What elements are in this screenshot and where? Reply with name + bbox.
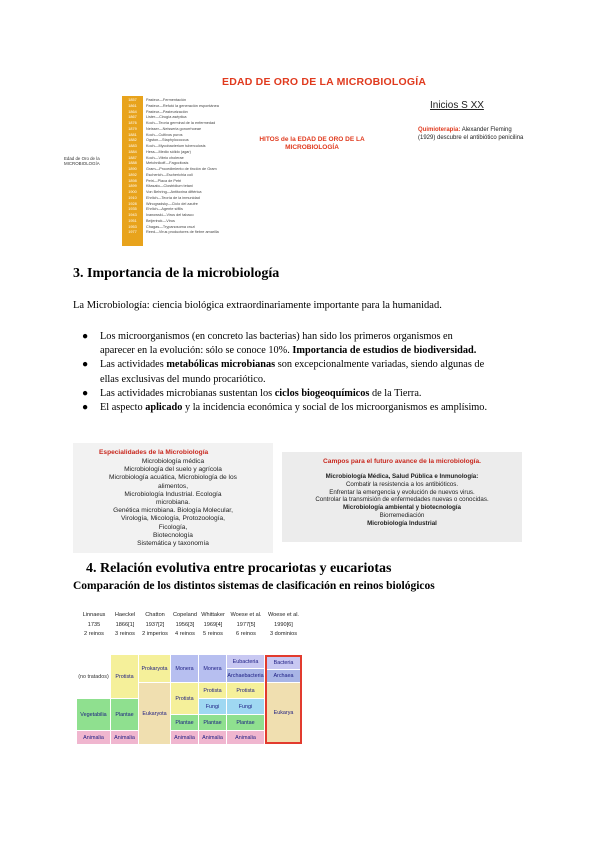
timeline-event: Koch—Cultivos puros xyxy=(146,132,183,137)
list-item: ● Los microorganismos (en concreto las bacterias) han sido los primeros organismos en aparecer en la evolución: sólo se conoce 10%. Importancia de estudios de biodiversidad. xyxy=(82,331,477,357)
timeline-event: Kitasato—Clostridium tetani xyxy=(146,184,193,189)
timeline-year: 1935 xyxy=(128,207,137,212)
field-line: Biorremediación xyxy=(379,511,425,519)
cell-eukaryota: Eukaryota xyxy=(139,683,170,744)
bullet-icon: ● xyxy=(82,402,89,414)
timeline-event: Ivanowski—Virus del tabaco xyxy=(146,213,194,217)
timeline-year: 1857 xyxy=(128,98,137,102)
specialty-line: alimentos, xyxy=(157,482,189,490)
section-4-heading: 4. Relación evolutiva entre procariotas y eucariotas xyxy=(86,561,392,576)
specialty-line: Sistemática y taxonomía xyxy=(137,540,209,548)
bullet-icon: ● xyxy=(82,359,89,371)
timeline-event: Pasteur—Pasteurización xyxy=(146,109,188,114)
future-fields-box xyxy=(282,452,522,542)
timeline-event: Chagas—Trypanosoma cruzi xyxy=(146,224,196,229)
timeline-event: Ogston—Staphylococcus xyxy=(146,138,189,143)
timeline-event: Petri—Placa de Petri xyxy=(146,178,182,183)
section-4-subheading: Comparación de los distintos sistemas de clasificación en reinos biológicos xyxy=(73,580,435,592)
cell-protista: Protista xyxy=(171,683,198,714)
timeline-event: Ehrlich—Teoría de la inmunidad xyxy=(146,195,200,200)
timeline-year: 1867 xyxy=(128,115,137,120)
three-domains-highlight xyxy=(265,655,302,744)
list-item: ● El aspecto aplicado y la incidencia económica y social de los microorganismos es amplísimo. xyxy=(82,401,552,415)
future-fields-title: Campos para el futuro avance de la microbiología. xyxy=(323,458,481,465)
timeline-event: Neisser—Neisseria gonorrhoeae xyxy=(146,126,202,131)
timeline-year: 1861 xyxy=(128,103,137,108)
cell-plantae: Plantae xyxy=(227,715,264,730)
bullet-icon: ● xyxy=(82,331,89,342)
cell-archaea: Archaea xyxy=(267,670,300,682)
cell-animalia: Animalia xyxy=(227,731,264,744)
timeline-event: Winogradsky—Ciclo del azufre xyxy=(146,201,198,206)
cell-protista: Protista xyxy=(227,683,264,698)
specialty-line: Microbiología acuática, Microbiología de los xyxy=(109,474,237,482)
timeline-event: Pasteur—Fermentación xyxy=(146,98,187,102)
timeline-year: 1890 xyxy=(128,167,137,171)
timeline-year: 1888 xyxy=(128,161,137,166)
timeline-event: Escherich—Escherichia coli xyxy=(146,172,193,177)
timeline-year: 1881 xyxy=(128,132,137,137)
field-line: Enfrentar la emergencia y evolución de nuevos virus. xyxy=(329,488,475,496)
cell-no-tratados: (no tratados) xyxy=(78,673,109,680)
timeline-event: Von Behring—Antitoxina diftérica xyxy=(146,190,202,194)
table-header: Haeckel 1866[1] 3 reinos xyxy=(114,612,136,637)
cell-protista: Protista xyxy=(111,655,138,698)
specialty-line: Biotecnología xyxy=(153,531,193,539)
field-heading: Microbiología Médica, Salud Pública e Inmunología: xyxy=(325,473,479,480)
table-header: Linnaeus 1735 2 reinos xyxy=(82,612,106,637)
quimioterapia-note xyxy=(418,126,526,142)
field-line: Combatir la resistencia a los antibióticos. xyxy=(345,480,459,488)
timeline-events xyxy=(146,98,256,236)
cell-fungi: Fungi xyxy=(227,699,264,714)
timeline-year: 1882 xyxy=(128,138,137,143)
timeline-year: 1879 xyxy=(128,126,137,131)
list-item: ● Las actividades microbianas sustentan los ciclos biogeoquímicos de la Tierra. xyxy=(82,387,552,401)
specialty-line: Microbiología del suelo y agrícola xyxy=(124,466,222,474)
timeline-year: 1887 xyxy=(128,155,137,160)
timeline-year: 1884 xyxy=(128,149,137,154)
cell-animalia: Animalia xyxy=(111,731,138,744)
cell-animalia: Animalia xyxy=(171,731,198,744)
quimioterapia-text: Alexander Fleming (1929) descubre el antibiótico penicilina xyxy=(418,127,524,141)
timeline-event: Reed—Virus productores de fiebre amarilla xyxy=(146,230,219,235)
field-heading: Microbiología ambiental y biotecnología xyxy=(343,504,461,512)
bullet-icon: ● xyxy=(82,387,89,399)
cell-eukarya: Eukarya xyxy=(267,683,300,742)
cell-plantae: Plantae xyxy=(199,715,226,730)
timeline-event: Koch—Mycobacterium tuberculosis xyxy=(146,144,206,148)
cell-fungi: Fungi xyxy=(199,699,226,714)
specialty-line: microbiana. xyxy=(155,499,191,507)
table-header: Woese et al. 1977[5] 6 reinos xyxy=(230,612,262,637)
timeline-event: Gram—Procedimiento de tinción de Gram xyxy=(146,167,217,171)
timeline-year: 1876 xyxy=(128,121,137,125)
specialty-line: Microbiología Industrial. Ecología xyxy=(124,490,222,498)
specialty-line: Ficología, xyxy=(158,523,188,531)
section-3-intro: La Microbiología: ciencia biológica extraordinariamente importante para la humanidad. xyxy=(73,300,442,311)
specialty-line: Virología, Micología, Protozoología, xyxy=(121,515,225,523)
timeline-event: Pasteur—Refutó la generación espontánea xyxy=(146,103,219,108)
timeline-event: Lister—Cirugía aséptica xyxy=(146,115,187,120)
timeline-year: 1892 xyxy=(128,172,137,177)
timeline-event: Koch—Teoría germinal de la enfermedad xyxy=(146,121,216,125)
specialty-line: Microbiología médica xyxy=(141,458,205,465)
timeline-year: 1977 xyxy=(128,230,137,235)
timeline-event: Ehrlich—Agente sífilis xyxy=(146,207,183,212)
list-item: ● Las actividades metabólicas microbianas son excepcionalmente variadas, siendo algunas de ellas exclusivas del mundo procariótico. xyxy=(82,359,485,385)
timeline-year: 1910 xyxy=(128,195,137,200)
cell-animalia: Animalia xyxy=(199,731,226,744)
importance-list xyxy=(82,330,552,415)
timeline-event: Hess—Medio sólido (agar) xyxy=(146,149,191,154)
cell-monera: Monera xyxy=(171,655,198,682)
banner-title: EDAD DE ORO DE LA MICROBIOLOGÍA xyxy=(222,76,427,88)
timeline-event: Metchnikoff—Fagocitosis xyxy=(146,161,189,166)
banner-side-label: Edad de Oro de la MICROBIOLOGÍA xyxy=(64,156,100,166)
timeline-years xyxy=(123,98,142,236)
field-heading: Microbiología Industrial xyxy=(367,519,437,527)
timeline-year: 1899 xyxy=(128,184,137,189)
cell-vegetabilia: Vegetabilia xyxy=(77,699,110,730)
timeline-year: 1883 xyxy=(128,144,137,148)
golden-age-banner xyxy=(64,74,528,246)
table-header: Chatton 1937[2] 2 imperios xyxy=(142,612,168,637)
cell-eubacteria: Eubacteria xyxy=(227,655,264,668)
timeline-event: Beijerinck—Virus xyxy=(146,218,175,223)
inicios-heading: Inicios S XX xyxy=(430,100,484,111)
section-3-heading: 3. Importancia de la microbiología xyxy=(73,266,280,281)
timeline-year: 1943 xyxy=(128,213,137,217)
classification-table xyxy=(77,611,307,747)
timeline-year: 1864 xyxy=(128,109,137,114)
table-header: Whittaker 1969[4] 5 reinos xyxy=(201,612,225,637)
table-header: Woese et al. 1990[6] 3 dominios xyxy=(268,612,299,637)
cell-plantae: Plantae xyxy=(111,699,138,730)
table-header: Copeland 1956[3] 4 reinos xyxy=(173,612,197,637)
timeline-year: 1898 xyxy=(128,178,137,183)
cell-protista: Protista xyxy=(199,683,226,698)
specialty-line: Genética microbiana. Biología Molecular, xyxy=(113,507,233,515)
cell-prokaryota: Prokaryota xyxy=(139,655,170,682)
field-line: Controlar la transmisión de enfermedades nuevas o conocidas. xyxy=(315,496,489,504)
specialties-title: Especialidades de la Microbiología xyxy=(99,449,209,456)
cell-bacteria: Bacteria xyxy=(267,657,300,669)
cell-plantae: Plantae xyxy=(171,715,198,730)
quimioterapia-label: Quimioterapia: xyxy=(418,127,461,133)
timeline-year: 1951 xyxy=(128,218,137,223)
cell-monera: Monera xyxy=(199,655,226,682)
hitos-label: HITOS de la EDAD DE ORO DE LA MICROBIOLOGÍA xyxy=(242,136,382,158)
specialties-box xyxy=(73,443,273,553)
timeline-event: Koch—Vibrio cholerae xyxy=(146,155,184,160)
cell-archaebacteria: Archaebacteria xyxy=(227,669,264,682)
timeline-year: 1900 xyxy=(128,190,137,194)
timeline-year: 1928 xyxy=(128,201,137,206)
timeline-year: 1953 xyxy=(128,224,137,229)
cell-animalia: Animalia xyxy=(77,731,110,744)
